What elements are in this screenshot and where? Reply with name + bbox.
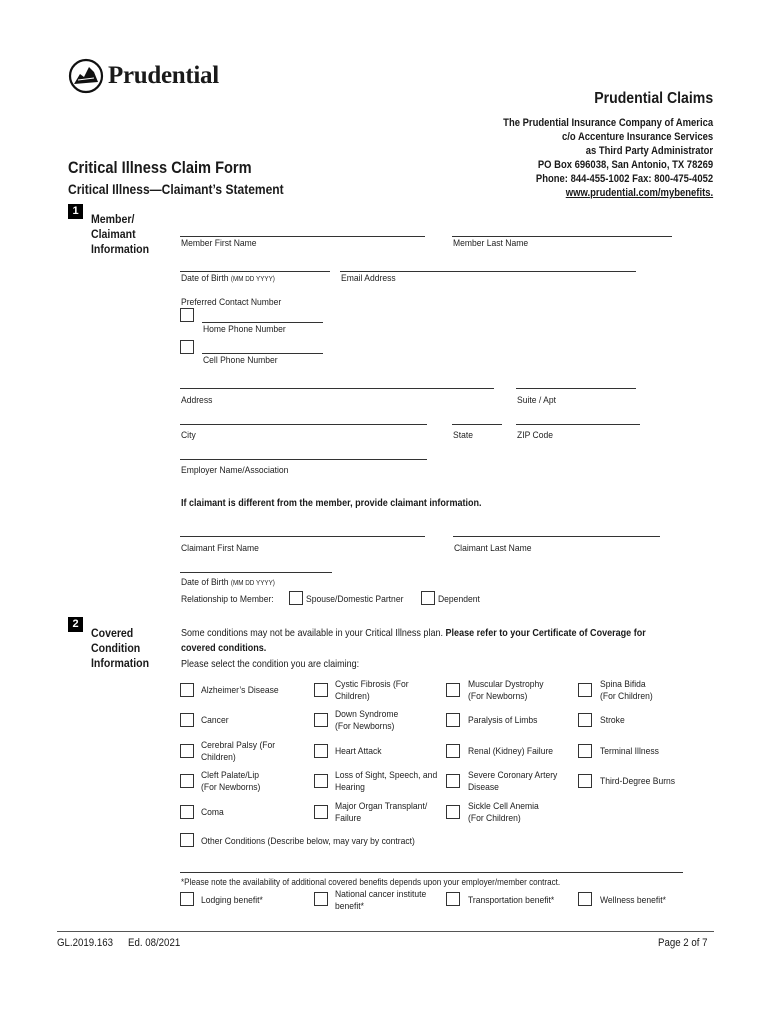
- form-title: Critical Illness Claim Form: [68, 158, 252, 177]
- member-last-name-field[interactable]: [452, 236, 672, 237]
- benefit-label-line: Wellness benefit*: [600, 895, 666, 906]
- benefits-note: *Please note the availability of additional covered benefits depends upon your employer/member contract.: [181, 877, 561, 887]
- condition-checkbox[interactable]: [446, 683, 460, 697]
- section-2-heading-line: Information: [91, 656, 150, 670]
- company-name: The Prudential Insurance Company of America: [503, 117, 713, 129]
- cell-phone-label: Cell Phone Number: [203, 355, 278, 366]
- condition-checkbox[interactable]: [446, 744, 460, 758]
- prudential-logo: [68, 58, 228, 94]
- condition-label-line: Severe Coronary Artery: [468, 770, 558, 781]
- condition-label-line: Hearing: [335, 781, 365, 793]
- condition-label: [468, 770, 557, 793]
- coverage-intro-line2: covered conditions.: [181, 642, 267, 654]
- condition-label-line: Failure: [335, 812, 362, 824]
- condition-label: [468, 679, 544, 702]
- condition-label-line: Alzheimer’s Disease: [201, 685, 279, 696]
- administrator-line: as Third Party Administrator: [585, 145, 713, 157]
- condition-label: [201, 740, 275, 763]
- condition-label-line: Spina Bifida: [600, 679, 646, 690]
- condition-checkbox[interactable]: [314, 774, 328, 788]
- coverage-intro-text: Some conditions may not be available in your Critical Illness plan.: [181, 627, 446, 639]
- condition-checkbox[interactable]: [314, 744, 328, 758]
- select-condition-prompt: Please select the condition you are claiming:: [181, 658, 360, 670]
- coverage-intro: [181, 626, 646, 640]
- condition-label: [468, 746, 553, 758]
- home-phone-label: Home Phone Number: [203, 324, 286, 335]
- condition-label-line: Cystic Fibrosis (For: [335, 679, 409, 690]
- claimant-first-name-label: Claimant First Name: [181, 543, 259, 554]
- dependent-checkbox[interactable]: [421, 591, 435, 605]
- condition-label: [201, 715, 229, 727]
- form-subtitle: Critical Illness—Claimant’s Statement: [68, 181, 284, 197]
- condition-label-line: Cleft Palate/Lip: [201, 770, 259, 781]
- spouse-label: Spouse/Domestic Partner: [306, 594, 404, 605]
- condition-checkbox[interactable]: [578, 683, 592, 697]
- condition-label: [335, 746, 382, 758]
- section-1-heading-line: Information: [91, 242, 150, 256]
- benefit-label: [600, 895, 666, 907]
- member-first-name-field[interactable]: [180, 236, 425, 237]
- condition-label-line: Sickle Cell Anemia: [468, 801, 539, 812]
- member-first-name-label: Member First Name: [181, 238, 257, 249]
- condition-label: [468, 801, 539, 824]
- rock-of-gibraltar-icon: [68, 58, 104, 94]
- suite-label: Suite / Apt: [517, 395, 556, 406]
- condition-label-line: Disease: [468, 781, 499, 793]
- condition-label-line: Paralysis of Limbs: [468, 715, 538, 726]
- benefit-checkbox[interactable]: [180, 892, 194, 906]
- cell-phone-field[interactable]: [202, 353, 323, 354]
- footer-rule: [57, 931, 714, 932]
- employer-field[interactable]: [180, 459, 427, 460]
- condition-checkbox[interactable]: [446, 713, 460, 727]
- claimant-dob-label-text: Date of Birth: [181, 577, 229, 588]
- section-1-heading: [91, 212, 149, 257]
- condition-label-line: (For Newborns): [468, 690, 528, 702]
- condition-label-line: Heart Attack: [335, 746, 382, 757]
- condition-checkbox[interactable]: [578, 744, 592, 758]
- section-2-heading: [91, 626, 149, 671]
- state-field[interactable]: [452, 424, 502, 425]
- zip-field[interactable]: [516, 424, 640, 425]
- condition-label-line: (For Newborns): [335, 720, 395, 732]
- claimant-first-name-field[interactable]: [180, 536, 425, 537]
- cell-phone-checkbox[interactable]: [180, 340, 194, 354]
- other-conditions-checkbox[interactable]: [180, 833, 194, 847]
- dob-field[interactable]: [180, 271, 330, 272]
- condition-checkbox[interactable]: [180, 713, 194, 727]
- address-label: Address: [181, 395, 213, 406]
- condition-checkbox[interactable]: [314, 713, 328, 727]
- condition-label-line: Children): [201, 751, 236, 763]
- condition-label-line: Major Organ Transplant/: [335, 801, 428, 812]
- edition: Ed. 08/2021: [128, 937, 181, 949]
- address-field[interactable]: [180, 388, 494, 389]
- condition-label-line: (For Newborns): [201, 781, 261, 793]
- member-last-name-label: Member Last Name: [453, 238, 529, 249]
- dependent-label: Dependent: [438, 594, 480, 605]
- dob-format-hint: (MM DD YYYY): [230, 276, 275, 283]
- company-address-block: [503, 116, 713, 200]
- employer-label: Employer Name/Association: [181, 465, 289, 476]
- city-label: City: [181, 430, 196, 441]
- section-2-heading-line: Condition: [91, 641, 141, 655]
- coverage-intro-emphasis: Please refer to your Certificate of Coverage for: [445, 627, 646, 639]
- po-box-line: PO Box 696038, San Antonio, TX 78269: [537, 159, 713, 171]
- spouse-checkbox[interactable]: [289, 591, 303, 605]
- condition-label-line: Cancer: [201, 715, 229, 726]
- phone-fax-line: Phone: 844-455-1002 Fax: 800-475-4052: [535, 173, 713, 185]
- benefit-label-line: benefit*: [335, 900, 365, 912]
- condition-label: [335, 679, 409, 702]
- state-label: State: [453, 430, 473, 441]
- condition-label-line: Third-Degree Burns: [600, 776, 676, 787]
- condition-label: [201, 685, 279, 697]
- section-1-heading-line: Member/: [91, 212, 135, 226]
- zip-label: ZIP Code: [517, 430, 553, 441]
- claims-title: Prudential Claims: [594, 90, 713, 107]
- condition-label-line: Muscular Dystrophy: [468, 679, 544, 690]
- condition-label: [468, 715, 537, 727]
- email-field[interactable]: [340, 271, 636, 272]
- claimant-note: If claimant is different from the member, provide claimant information.: [181, 497, 482, 509]
- condition-label-line: (For Children): [600, 690, 653, 702]
- condition-label: [600, 776, 675, 788]
- condition-checkbox[interactable]: [578, 774, 592, 788]
- benefit-checkbox[interactable]: [446, 892, 460, 906]
- benefit-label-line: Lodging benefit*: [201, 895, 263, 906]
- benefit-label-line: Transportation benefit*: [468, 895, 555, 906]
- benefit-checkbox[interactable]: [578, 892, 592, 906]
- section-1-heading-line: Claimant: [91, 227, 136, 241]
- condition-label: [201, 807, 224, 819]
- condition-label: [335, 709, 398, 732]
- claimant-last-name-field[interactable]: [453, 536, 660, 537]
- website-link[interactable]: www.prudential.com/mybenefits.: [565, 187, 713, 199]
- preferred-contact-label: Preferred Contact Number: [181, 297, 282, 308]
- benefit-label: [468, 895, 554, 907]
- condition-checkbox[interactable]: [180, 805, 194, 819]
- condition-label-line: Terminal Illness: [600, 746, 659, 757]
- condition-label-line: (For Children): [468, 812, 521, 824]
- condition-label-line: Renal (Kidney) Failure: [468, 746, 554, 757]
- dob-label: [181, 273, 275, 284]
- other-conditions-description-field[interactable]: [180, 872, 683, 873]
- condition-checkbox[interactable]: [314, 683, 328, 697]
- condition-checkbox[interactable]: [446, 774, 460, 788]
- condition-label: [201, 770, 260, 793]
- condition-label: [600, 679, 653, 702]
- condition-label-line: Down Syndrome: [335, 709, 399, 720]
- benefit-label-line: National cancer institute: [335, 889, 427, 900]
- suite-field[interactable]: [516, 388, 636, 389]
- condition-label: [335, 770, 437, 793]
- home-phone-checkbox[interactable]: [180, 308, 194, 322]
- other-conditions-label: Other Conditions (Describe below, may vary by contract): [201, 836, 415, 847]
- email-label: Email Address: [341, 273, 396, 284]
- benefit-checkbox[interactable]: [314, 892, 328, 906]
- condition-label-line: Coma: [201, 807, 224, 818]
- care-of-line: c/o Accenture Insurance Services: [561, 131, 713, 143]
- logo-wordmark: Prudential: [108, 62, 219, 89]
- claimant-dob-label: [181, 577, 275, 588]
- condition-checkbox[interactable]: [578, 713, 592, 727]
- condition-label: [335, 801, 427, 824]
- dob-label-text: Date of Birth: [181, 273, 229, 284]
- condition-checkbox[interactable]: [180, 744, 194, 758]
- condition-label-line: Children): [335, 690, 370, 702]
- condition-checkbox[interactable]: [446, 805, 460, 819]
- home-phone-field[interactable]: [202, 322, 323, 323]
- condition-label-line: Loss of Sight, Speech, and: [335, 770, 438, 781]
- claimant-last-name-label: Claimant Last Name: [454, 543, 532, 554]
- benefit-label: [335, 889, 426, 912]
- section-2-number: 2: [68, 617, 83, 632]
- condition-label: [600, 746, 659, 758]
- claimant-dob-field[interactable]: [180, 572, 332, 573]
- claimant-dob-format-hint: (MM DD YYYY): [230, 580, 275, 587]
- condition-label: [600, 715, 625, 727]
- form-code: GL.2019.163: [57, 937, 113, 949]
- condition-label-line: Cerebral Palsy (For: [201, 740, 276, 751]
- relationship-label: Relationship to Member:: [181, 594, 274, 605]
- benefit-label: [201, 895, 263, 907]
- condition-checkbox[interactable]: [180, 774, 194, 788]
- condition-checkbox[interactable]: [180, 683, 194, 697]
- section-2-heading-line: Covered: [91, 626, 134, 640]
- city-field[interactable]: [180, 424, 427, 425]
- condition-label-line: Stroke: [600, 715, 625, 726]
- section-1-number: 1: [68, 204, 83, 219]
- page-number: Page 2 of 7: [658, 937, 708, 949]
- condition-checkbox[interactable]: [314, 805, 328, 819]
